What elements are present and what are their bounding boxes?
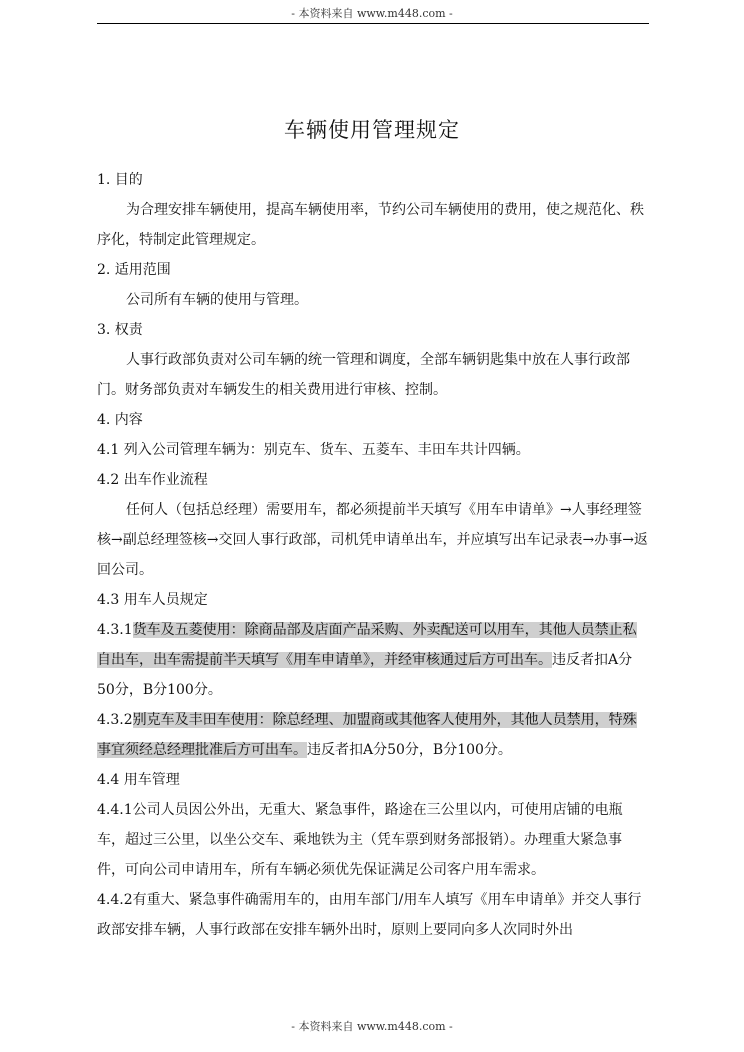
document-body bbox=[97, 165, 649, 945]
header-divider bbox=[97, 23, 649, 24]
section-1-heading: 1. 目的 bbox=[97, 172, 143, 188]
section-4-2-heading: 4.2 出车作业流程 bbox=[97, 472, 208, 488]
section-4-3-2 bbox=[97, 705, 649, 765]
clause-number: 4.3.2 bbox=[97, 712, 133, 728]
clause-tail: 违反者扣A分50分，B分100分。 bbox=[97, 652, 633, 698]
section-2-heading: 2. 适用范围 bbox=[97, 262, 171, 278]
highlighted-text: 货车及五菱使用：除商品部及店面产品采购、外卖配送可以用车，其他人员禁止私自出车，出车需提前半天填写《用车申请单》，并经审核通过后方可出车。 bbox=[97, 622, 637, 668]
section-4-4-2: 4.4.2有重大、紧急事件确需用车的，由用车部门/用车人填写《用车申请单》并交人事行政部安排车辆，人事行政部在安排车辆外出时，原则上要同向多人次同时外出 bbox=[97, 892, 642, 938]
clause-number: 4.3.1 bbox=[97, 622, 133, 638]
section-4-2-body: 任何人（包括总经理）需要用车，都必须提前半天填写《用车申请单》→人事经理签核→副总经理签核→交回人事行政部，司机凭申请单出车，并应填写出车记录表→办事→返回公司。 bbox=[97, 502, 648, 578]
section-3-body: 人事行政部负责对公司车辆的统一管理和调度，全部车辆钥匙集中放在人事行政部门。财务部负责对车辆发生的相关费用进行审核、控制。 bbox=[97, 352, 630, 398]
section-4-heading: 4. 内容 bbox=[97, 412, 143, 428]
document-title: 车辆使用管理规定 bbox=[284, 118, 460, 142]
section-3-heading: 3. 权责 bbox=[97, 322, 143, 338]
section-4-3-heading: 4.3 用车人员规定 bbox=[97, 592, 208, 608]
section-2-body: 公司所有车辆的使用与管理。 bbox=[126, 292, 308, 308]
section-4-4-1: 4.4.1公司人员因公外出，无重大、紧急事件，路途在三公里以内，可使用店铺的电瓶车，超过三公里，以坐公交车、乘地铁为主（凭车票到财务部报销）。办理重大紧急事件，可向公司申请用车，所有车辆必须优先保证满足公司客户用车需求。 bbox=[97, 802, 623, 878]
page-footer: - 本资料来自 www.m448.com - bbox=[291, 1020, 453, 1033]
page-header: - 本资料来自 www.m448.com - bbox=[291, 7, 453, 20]
highlighted-text: 别克车及丰田车使用：除总经理、加盟商或其他客人使用外，其他人员禁用，特殊事宜须经总经理批准后方可出车。 bbox=[97, 712, 637, 758]
section-4-1: 4.1 列入公司管理车辆为：别克车、货车、五菱车、丰田车共计四辆。 bbox=[97, 442, 530, 458]
section-4-4-heading: 4.4 用车管理 bbox=[97, 772, 180, 788]
clause-tail: 违反者扣A分50分，B分100分。 bbox=[307, 742, 512, 758]
section-4-3-1 bbox=[97, 615, 649, 705]
section-1-body: 为合理安排车辆使用，提高车辆使用率，节约公司车辆使用的费用，使之规范化、秩序化，特制定此管理规定。 bbox=[97, 202, 644, 248]
